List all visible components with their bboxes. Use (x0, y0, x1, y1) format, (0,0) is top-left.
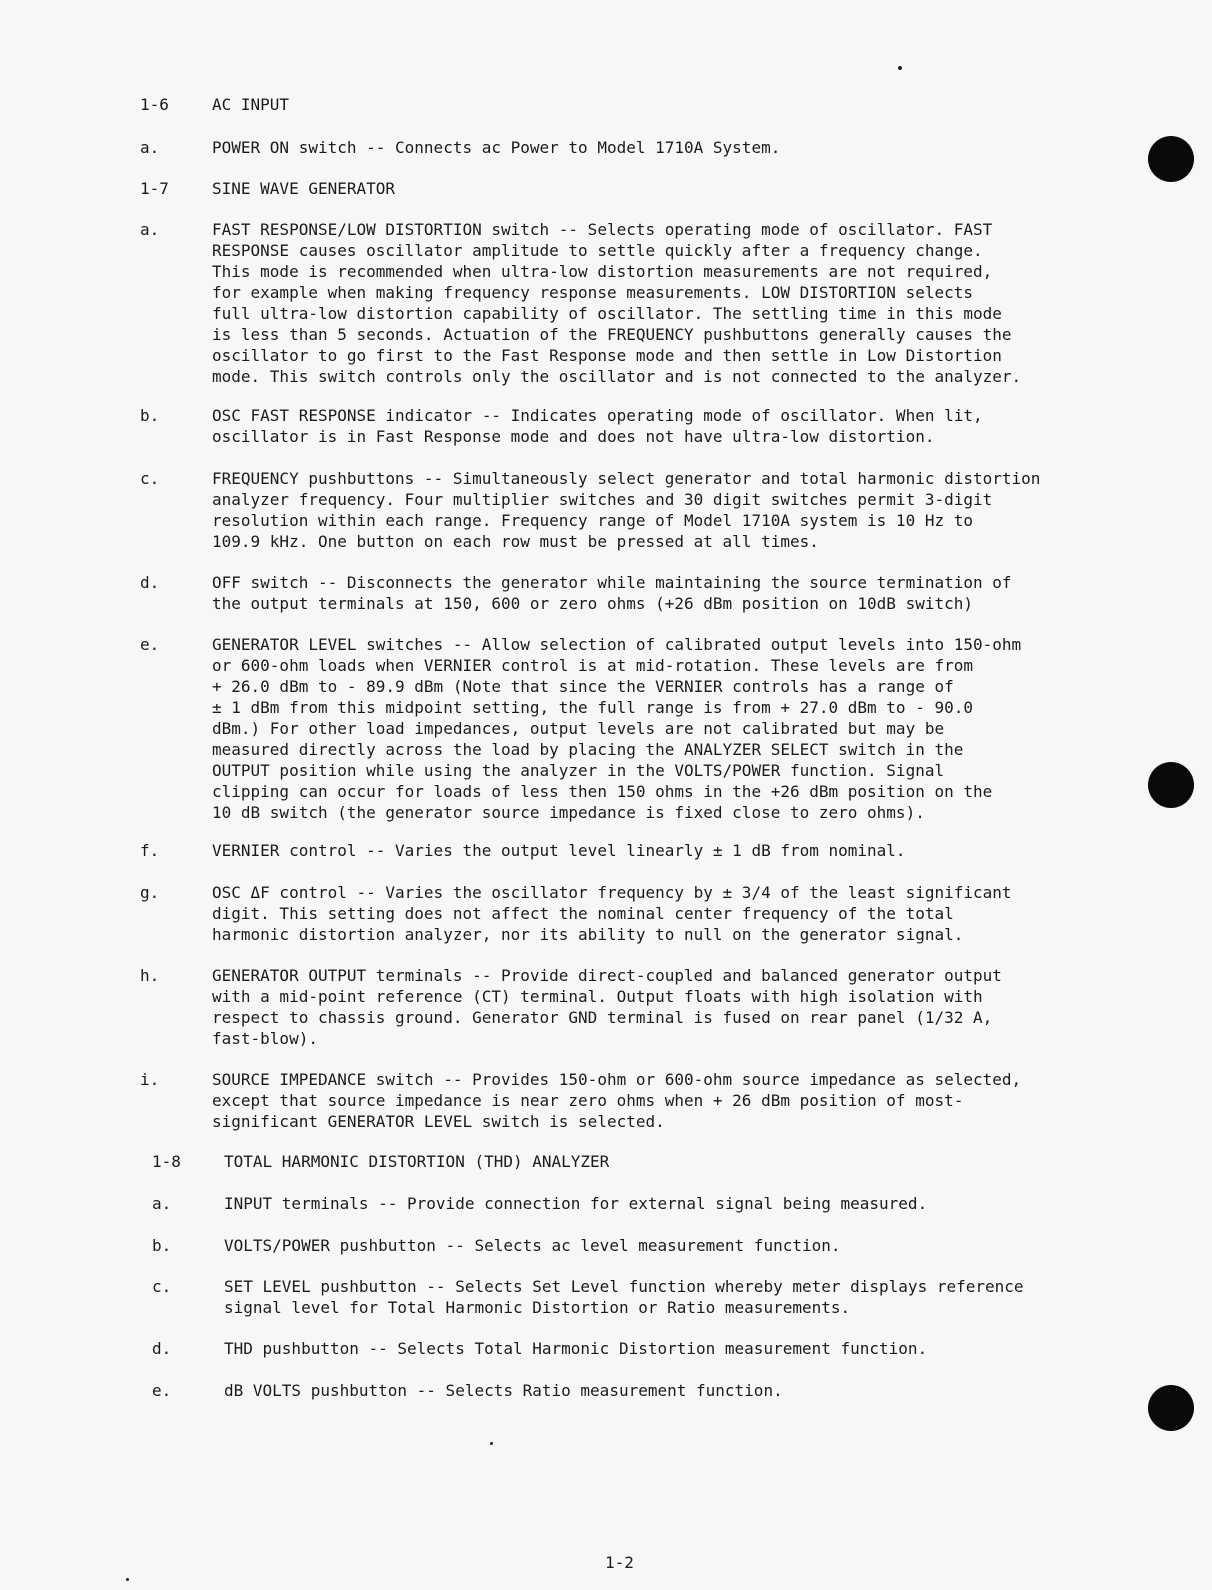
item-letter: d. (140, 573, 160, 592)
section-number: 1-7 (140, 179, 169, 198)
item-line: oscillator is in Fast Response mode and does not have ultra-low distortion. (212, 427, 935, 446)
section-number: 1-8 (152, 1152, 181, 1171)
item-letter: b. (140, 406, 160, 425)
punch-hole (1148, 136, 1194, 182)
item-letter: e. (152, 1381, 172, 1400)
item-line: dB VOLTS pushbutton -- Selects Ratio measurement function. (224, 1381, 783, 1400)
list-item (140, 1069, 1120, 1132)
item-line: THD pushbutton -- Selects Total Harmonic Distortion measurement function. (224, 1339, 928, 1358)
item-line: This mode is recommended when ultra-low distortion measurements are not required, (212, 262, 993, 281)
scan-speck (126, 1578, 129, 1581)
item-line: FAST RESPONSE/LOW DISTORTION switch -- Selects operating mode of oscillator. FAST (212, 220, 993, 239)
section-title: AC INPUT (212, 95, 290, 114)
item-line: fast-blow). (212, 1029, 318, 1048)
item-line: dBm.) For other load impedances, output levels are not calibrated but may be (212, 719, 945, 738)
item-line: significant GENERATOR LEVEL switch is selected. (212, 1112, 665, 1131)
list-item (140, 137, 1120, 158)
list-item (152, 1193, 1132, 1214)
list-item (140, 572, 1120, 614)
item-letter: a. (140, 138, 160, 157)
list-item (140, 840, 1120, 861)
list-item (152, 1338, 1132, 1359)
item-line: SOURCE IMPEDANCE switch -- Provides 150-ohm or 600-ohm source impedance as selected, (212, 1070, 1022, 1089)
punch-hole (1148, 1385, 1194, 1431)
item-line: harmonic distortion analyzer, nor its ability to null on the generator signal. (212, 925, 964, 944)
item-line: SET LEVEL pushbutton -- Selects Set Level function whereby meter displays reference (224, 1277, 1024, 1296)
item-line: RESPONSE causes oscillator amplitude to settle quickly after a frequency change. (212, 241, 983, 260)
item-line: + 26.0 dBm to - 89.9 dBm (Note that since the VERNIER controls has a range of (212, 677, 954, 696)
item-letter: h. (140, 966, 160, 985)
item-line: OFF switch -- Disconnects the generator while maintaining the source termination of (212, 573, 1012, 592)
item-line: INPUT terminals -- Provide connection for external signal being measured. (224, 1194, 928, 1213)
item-line: analyzer frequency. Four multiplier switches and 30 digit switches permit 3-digit (212, 490, 993, 509)
item-line: OSC ΔF control -- Varies the oscillator frequency by ± 3/4 of the least significant (212, 883, 1012, 902)
item-letter: c. (140, 469, 160, 488)
item-line: except that source impedance is near zero ohms when + 26 dBm position of most- (212, 1091, 964, 1110)
list-item (152, 1276, 1132, 1318)
list-item (152, 1235, 1132, 1256)
item-line: the output terminals at 150, 600 or zero ohms (+26 dBm position on 10dB switch) (212, 594, 973, 613)
item-letter: a. (152, 1194, 172, 1213)
item-line: FREQUENCY pushbuttons -- Simultaneously select generator and total harmonic distortion (212, 469, 1041, 488)
scan-speck (898, 66, 902, 70)
item-line: with a mid-point reference (CT) terminal. Output floats with high isolation with (212, 987, 983, 1006)
list-item (140, 634, 1120, 823)
item-line: for example when making frequency response measurements. LOW DISTORTION selects (212, 283, 973, 302)
item-line: OSC FAST RESPONSE indicator -- Indicates operating mode of oscillator. When lit, (212, 406, 983, 425)
item-line: clipping can occur for loads of less then 150 ohms in the +26 dBm position on the (212, 782, 993, 801)
item-line: mode. This switch controls only the oscillator and is not connected to the analyzer. (212, 367, 1022, 386)
item-line: 10 dB switch (the generator source impedance is fixed close to zero ohms). (212, 803, 925, 822)
item-line: respect to chassis ground. Generator GND terminal is fused on rear panel (1/32 A, (212, 1008, 993, 1027)
item-line: full ultra-low distortion capability of oscillator. The settling time in this mode (212, 304, 1002, 323)
item-line: ± 1 dBm from this midpoint setting, the full range is from + 27.0 dBm to - 90.0 (212, 698, 973, 717)
item-line: POWER ON switch -- Connects ac Power to Model 1710A System. (212, 138, 781, 157)
item-line: GENERATOR OUTPUT terminals -- Provide direct-coupled and balanced generator output (212, 966, 1002, 985)
item-line: oscillator to go first to the Fast Response mode and then settle in Low Distortion (212, 346, 1002, 365)
item-letter: c. (152, 1277, 172, 1296)
item-line: VERNIER control -- Varies the output level linearly ± 1 dB from nominal. (212, 841, 906, 860)
list-item (140, 468, 1120, 552)
item-line: is less than 5 seconds. Actuation of the FREQUENCY pushbuttons generally causes the (212, 325, 1012, 344)
list-item (140, 405, 1120, 447)
section-title: TOTAL HARMONIC DISTORTION (THD) ANALYZER (224, 1152, 610, 1171)
item-line: VOLTS/POWER pushbutton -- Selects ac level measurement function. (224, 1236, 841, 1255)
item-letter: f. (140, 841, 160, 860)
scan-speck (490, 1442, 493, 1445)
item-line: 109.9 kHz. One button on each row must be pressed at all times. (212, 532, 819, 551)
item-letter: a. (140, 220, 160, 239)
section-title: SINE WAVE GENERATOR (212, 179, 396, 198)
item-letter: b. (152, 1236, 172, 1255)
item-letter: d. (152, 1339, 172, 1358)
item-line: OUTPUT position while using the analyzer in the VOLTS/POWER function. Signal (212, 761, 945, 780)
list-item (140, 882, 1120, 945)
item-letter: e. (140, 635, 160, 654)
item-line: signal level for Total Harmonic Distortion or Ratio measurements. (224, 1298, 851, 1317)
list-item (140, 219, 1120, 387)
item-line: digit. This setting does not affect the nominal center frequency of the total (212, 904, 954, 923)
item-line: resolution within each range. Frequency range of Model 1710A system is 10 Hz to (212, 511, 973, 530)
page-number: 1-2 (605, 1553, 634, 1572)
item-letter: i. (140, 1070, 160, 1089)
item-line: or 600-ohm loads when VERNIER control is at mid-rotation. These levels are from (212, 656, 973, 675)
item-line: GENERATOR LEVEL switches -- Allow selection of calibrated output levels into 150-ohm (212, 635, 1022, 654)
punch-hole (1148, 762, 1194, 808)
list-item (152, 1380, 1132, 1401)
section-number: 1-6 (140, 95, 169, 114)
list-item (140, 965, 1120, 1049)
item-line: measured directly across the load by placing the ANALYZER SELECT switch in the (212, 740, 964, 759)
item-letter: g. (140, 883, 160, 902)
